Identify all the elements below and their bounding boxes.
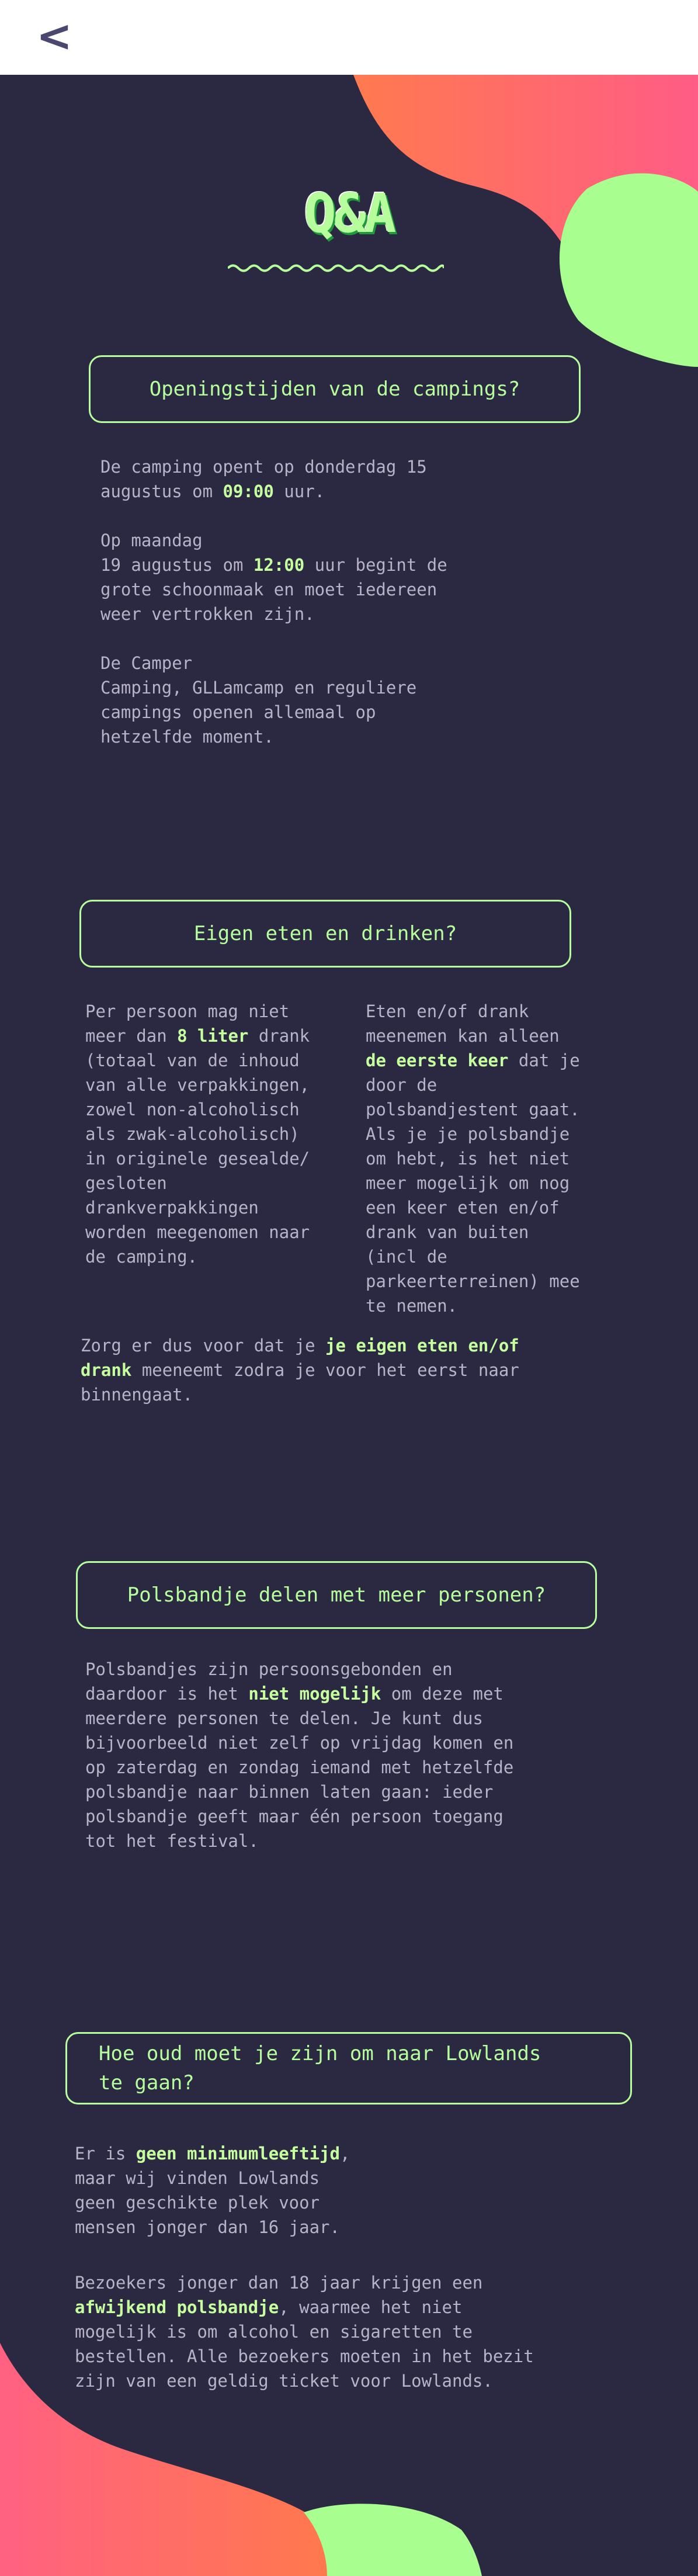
section-heading-minimum-age: Hoe oud moet je zijn om naar Lowlands te gaan? <box>65 2032 632 2105</box>
food-drinks-left-column: Per persoon mag niet meer dan 8 liter drank (totaal van de inhoud van alle verpakkingen, zowel non-alcoholisch als zwak-alcoholisch) in originele gesealde/ gesloten drankverpakkingen worden meegenomen naar de camping. <box>85 1001 310 1267</box>
food-drinks-bottom-note: Zorg er dus voor dat je je eigen eten en/of drank meeneemt zodra je voor het eerst naar binnengaat. <box>81 1336 519 1405</box>
page-title: Q&A <box>304 182 394 245</box>
highlight-time: 09:00 <box>223 481 274 501</box>
highlight-amount: 8 liter <box>177 1026 249 1046</box>
highlight-different-wristband: afwijkend polsbandje <box>75 2297 279 2317</box>
highlight-first-time: de eerste keer <box>366 1050 509 1070</box>
section-heading-share-wristband: Polsbandje delen met meer personen? <box>76 1561 597 1629</box>
highlight-own-food: je eigen eten en/of drank <box>81 1336 519 1380</box>
minimum-age-paragraph-2: Bezoekers jonger dan 18 jaar krijgen een afwijkend polsbandje, waarmee het niet mogelijk is om alcohol en sigaretten te bestellen. Alle bezoekers moeten in het bezit zijn van een geldig ticket voor Lowlands. <box>75 2273 534 2391</box>
opening-times-paragraph-2: Op maandag 19 augustus om 12:00 uur begint de grote schoonmaak en moet iedereen weer vertrokken zijn. <box>100 531 447 624</box>
back-button[interactable]: < <box>36 11 73 61</box>
highlight-not-possible: niet mogelijk <box>248 1684 381 1704</box>
wavy-divider <box>228 262 444 275</box>
highlight-time: 12:00 <box>253 555 305 575</box>
section-heading-own-food-drinks: Eigen eten en drinken? <box>79 900 571 968</box>
top-bar <box>0 0 698 75</box>
share-wristband-paragraph: Polsbandjes zijn persoonsgebonden en daardoor is het niet mogelijk om deze met meerdere personen te delen. Je kunt dus bijvoorbeeld niet zelf op vrijdag komen en op zaterdag en zondag iemand met hetzelfde polsbandje naar binnen laten gaan: ieder polsbandje geeft maar één persoon toegang tot het festival. <box>85 1659 514 1851</box>
minimum-age-paragraph-1: Er is geen minimumleeftijd, maar wij vinden Lowlands geen geschikte plek voor mensen jonger dan 16 jaar. <box>75 2144 350 2237</box>
food-drinks-right-column: Eten en/of drank meenemen kan alleen de eerste keer dat je door de polsbandjestent gaat. Als je je polsbandje om hebt, is het niet meer mogelijk om nog een keer eten en/of drank van buiten (incl de parkeerterreinen) mee te nemen. <box>366 1001 580 1316</box>
section-heading-opening-times: Openingstijden van de campings? <box>89 355 581 423</box>
opening-times-paragraph-3: De Camper Camping, GLLamcamp en reguliere campings openen allemaal op hetzelfde moment. <box>100 653 417 747</box>
opening-times-paragraph-1: De camping opent op donderdag 15 augustus om 09:00 uur. <box>100 457 427 501</box>
highlight-no-minimum-age: geen minimumleeftijd <box>136 2144 340 2164</box>
